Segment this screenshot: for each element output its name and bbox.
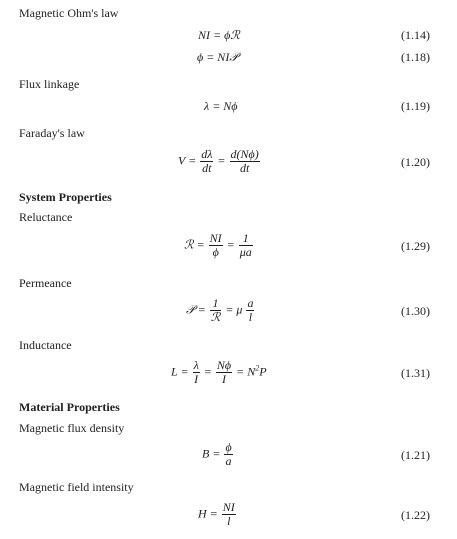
label-magnetic-ohms-law: Magnetic Ohm's law: [19, 6, 119, 20]
fraction-1-mua: $\frac{1}{\mu a}$: [239, 231, 252, 259]
fraction-1-r: $\frac{1}{\text{ℛ}}$: [210, 296, 221, 324]
equation-1-22: H = $\frac{NI}{l}$: [198, 500, 235, 528]
label-flux-linkage: Flux linkage: [19, 77, 80, 91]
equation-number-1-18: (1.18): [401, 50, 430, 64]
label-magnetic-flux-density: Magnetic flux density: [19, 421, 125, 435]
fraction-phi-a: $\frac{\phi}{a}$: [225, 440, 232, 468]
equation-1-31: L = $\frac{\lambda}{I}$ = $\frac{N\phi}{I}$ = $N^2P$: [171, 358, 267, 386]
equation-1-30: 𝒫 = $\frac{1}{\text{ℛ}}$ = μ $\frac{a}{l}$: [186, 296, 254, 324]
equation-1-20-lhs: V =: [178, 153, 197, 168]
fraction-nphi-i: $\frac{N\phi}{I}$: [216, 358, 232, 386]
equation-1-29: ℛ = $\frac{NI}{\phi}$ = $\frac{1}{\mu a}$: [184, 231, 252, 259]
fraction-dlambda-dt: $\frac{d\lambda}{dt}$: [201, 147, 213, 175]
label-reluctance: Reluctance: [19, 210, 73, 224]
section-heading-system-properties: System Properties: [19, 190, 112, 204]
section-heading-material-properties: Material Properties: [19, 400, 120, 414]
equation-1-19: λ = Nϕ: [204, 99, 238, 113]
equation-number-1-29: (1.29): [401, 239, 430, 253]
equation-1-20: V = $\frac{d\lambda}{dt}$ = $\frac{d(N\phi)}{dt}$: [178, 147, 259, 175]
equation-number-1-19: (1.19): [401, 99, 430, 113]
equation-number-1-31: (1.31): [401, 366, 430, 380]
equation-number-1-14: (1.14): [401, 28, 430, 42]
equation-number-1-21: (1.21): [401, 448, 430, 462]
label-faradays-law: Faraday's law: [19, 126, 85, 140]
fraction-dnphi-dt: $\frac{d(N\phi)}{dt}$: [230, 147, 259, 175]
label-magnetic-field-intensity: Magnetic field intensity: [19, 480, 134, 494]
equation-1-14: NI = ϕℛ: [198, 28, 240, 42]
fraction-a-l: $\frac{a}{l}$: [247, 296, 254, 324]
fraction-ni-phi: $\frac{NI}{\phi}$: [209, 231, 222, 259]
equation-number-1-22: (1.22): [401, 508, 430, 522]
equation-1-21: B = $\frac{\phi}{a}$: [202, 440, 232, 468]
label-inductance: Inductance: [19, 338, 72, 352]
fraction-lambda-i: $\frac{\lambda}{I}$: [193, 358, 199, 386]
label-permeance: Permeance: [19, 276, 72, 290]
fraction-ni-l: $\frac{NI}{l}$: [222, 500, 235, 528]
equation-1-18: ϕ = NI𝒫: [197, 50, 238, 64]
equation-number-1-20: (1.20): [401, 155, 430, 169]
equation-number-1-30: (1.30): [401, 304, 430, 318]
